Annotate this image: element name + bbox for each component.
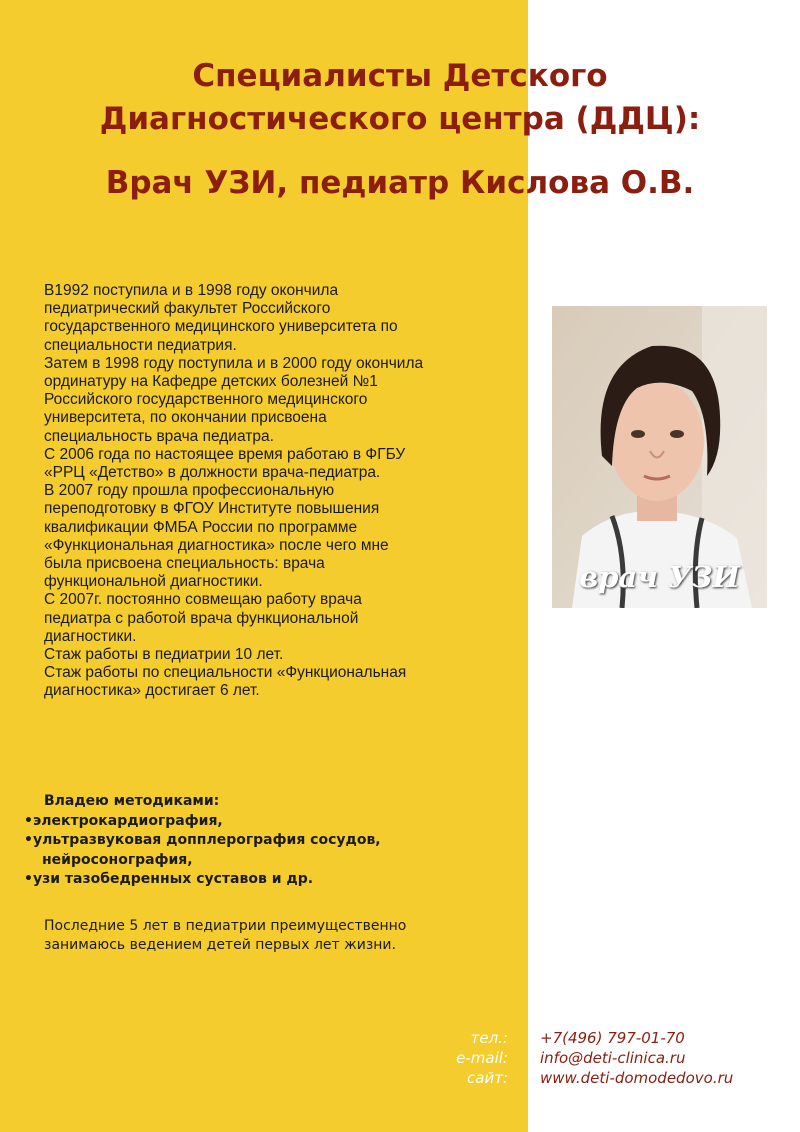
method-item-continuation: нейросонография, bbox=[42, 851, 193, 868]
phone-value[interactable]: +7(496) 797-01-70 bbox=[540, 1029, 685, 1047]
page-subtitle: Врач УЗИ, педиатр Кислова О.В. bbox=[105, 165, 695, 201]
bio-line: переподготовку в ФГОУ Институте повышения bbox=[44, 500, 380, 518]
title-line-1: Специалисты Детского bbox=[192, 58, 608, 94]
doctor-photo bbox=[552, 306, 767, 608]
bio-line: Стаж работы в педиатрии 10 лет. bbox=[44, 646, 284, 664]
bio-line: С 2006 года по настоящее время работаю в ФГБУ bbox=[44, 445, 406, 463]
contact-values bbox=[540, 1028, 790, 1088]
methods-heading: Владею методиками: bbox=[44, 793, 220, 809]
page-title bbox=[0, 55, 800, 141]
email-label: e-mail: bbox=[456, 1049, 508, 1067]
bio-line: С 2007г. постоянно совмещаю работу врача bbox=[44, 591, 362, 609]
bio-line: университета, по окончании присвоена bbox=[44, 409, 327, 427]
bio-line: педиатрический факультет Российского bbox=[44, 300, 331, 318]
bio-line: Затем в 1998 году поступила и в 2000 году окончила bbox=[44, 354, 424, 372]
bio-line: «РРЦ «Детство» в должности врача-педиатра. bbox=[44, 464, 381, 482]
bio-line: квалификации ФМБА России по программе bbox=[44, 518, 358, 536]
bio-line: была присвоена специальность: врача bbox=[44, 555, 325, 573]
closing-line: Последние 5 лет в педиатрии преимущественно bbox=[44, 918, 407, 934]
biography-text bbox=[44, 282, 524, 701]
email-link[interactable]: info@deti-clinica.ru bbox=[540, 1049, 686, 1067]
bio-line: «Функциональная диагностика» после чего мне bbox=[44, 536, 389, 554]
photo-caption: врач УЗИ bbox=[579, 560, 740, 594]
bio-line: педиатра с работой врача функциональной bbox=[44, 609, 359, 627]
phone-label: тел.: bbox=[470, 1029, 508, 1047]
bio-line: В 2007 году прошла профессиональную bbox=[44, 482, 335, 500]
contact-labels bbox=[420, 1028, 508, 1088]
bio-line: функциональной диагностики. bbox=[44, 573, 263, 591]
method-item: •электрокардиография, bbox=[24, 812, 223, 829]
bio-line: государственного медицинского университета по bbox=[44, 318, 398, 336]
bio-line: ординатуру на Кафедре детских болезней №1 bbox=[44, 373, 378, 391]
bio-line: диагностика» достигает 6 лет. bbox=[44, 682, 260, 700]
method-item: •ультразвуковая допплерография сосудов, bbox=[24, 832, 381, 848]
bio-line: Стаж работы по специальности «Функциональная bbox=[44, 664, 407, 682]
methods-list bbox=[24, 792, 524, 890]
closing-text bbox=[44, 917, 524, 955]
method-item: •узи тазобедренных суставов и др. bbox=[24, 871, 314, 887]
bio-line: диагностики. bbox=[44, 627, 137, 645]
bio-line: специальности педиатрия. bbox=[44, 336, 237, 354]
title-line-2: Диагностического центра (ДДЦ): bbox=[99, 101, 701, 137]
bio-line: специальность врача педиатра. bbox=[44, 427, 274, 445]
bio-line: Российского государственного медицинского bbox=[44, 391, 368, 409]
site-label: сайт: bbox=[467, 1069, 508, 1087]
bio-line: В1992 поступила и в 1998 году окончила bbox=[44, 282, 339, 299]
site-link[interactable]: www.deti-domodedovo.ru bbox=[540, 1069, 734, 1087]
closing-line: занимаюсь ведением детей первых лет жизни. bbox=[44, 937, 396, 953]
